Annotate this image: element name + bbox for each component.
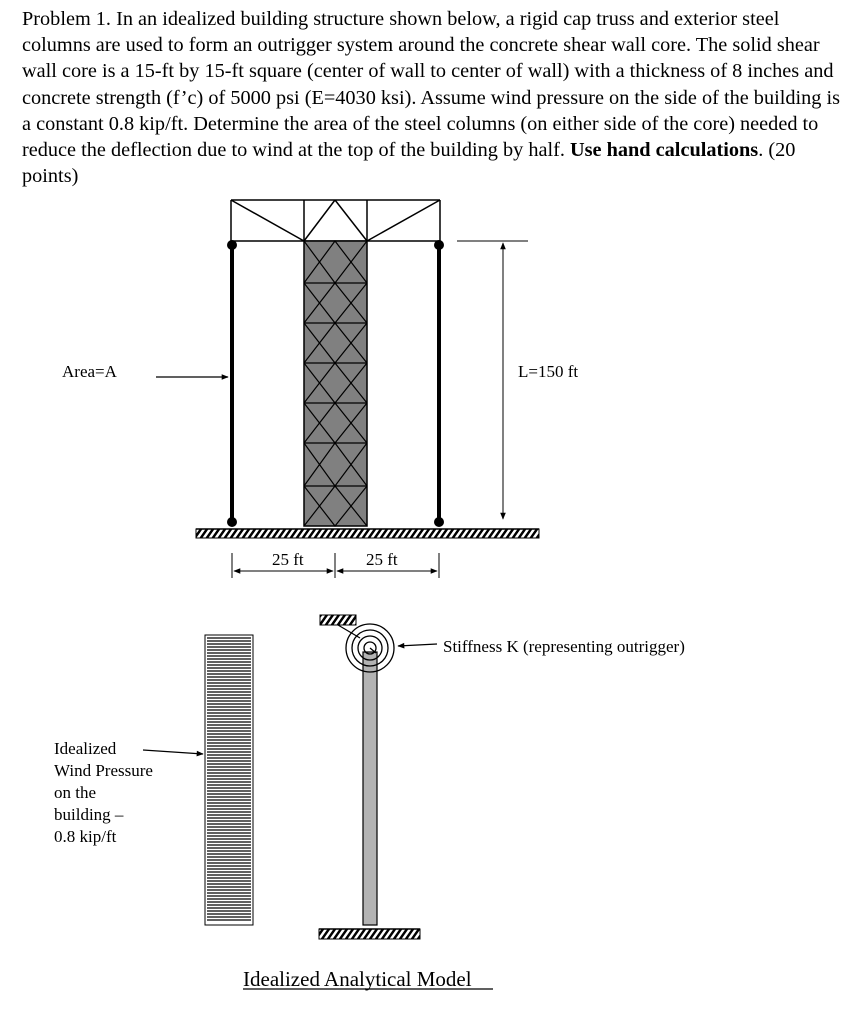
wind-label-line-4: building –	[54, 805, 124, 824]
steel-column-right	[434, 240, 444, 527]
stiffness-pointer	[398, 637, 685, 656]
height-label: L=150 ft	[518, 362, 579, 381]
ground-support	[196, 529, 539, 538]
wind-label-line-2: Wind Pressure	[54, 761, 153, 780]
problem-outro: . (20 points)	[22, 139, 796, 188]
model-fixed-support	[319, 929, 420, 939]
problem-emphasis: Use hand calculations	[570, 139, 759, 162]
problem-intro: Problem 1. In an idealized building structure shown below, a rigid cap truss and exterior steel columns are used to form an outrigger system around the concrete shear wall core. The solid shear wall core is a 15-ft by 15-ft square (center of wall to center of wall) with a thickness of 8 inches and concrete strength (f’c) of 5000 psi (E=4030 ksi). Assume wind pressure on the side of the building is a constant 0.8 kip/ft. Determine the area of the steel columns (on either side of the core) needed to reduce the deflection due to wind at the top of the building by half.	[22, 8, 841, 162]
wind-label-line-5: 0.8 kip/ft	[54, 827, 117, 846]
cap-truss	[231, 200, 440, 241]
wind-label-line-1: Idealized	[54, 739, 117, 758]
model-column	[363, 652, 377, 925]
dim-left-label: 25 ft	[272, 550, 304, 569]
area-pointer	[62, 362, 228, 381]
wind-label-line-3: on the	[54, 783, 97, 802]
height-dimension	[457, 241, 578, 519]
shear-wall-core	[304, 241, 367, 526]
rotational-spring	[320, 615, 394, 672]
steel-column-left	[227, 240, 237, 527]
dim-right-label: 25 ft	[366, 550, 398, 569]
model-title-group	[243, 967, 493, 991]
wind-pressure-label	[54, 739, 203, 846]
wind-load-block	[205, 635, 253, 925]
model-title: Idealized Analytical Model	[243, 967, 472, 991]
area-label: Area=A	[62, 362, 117, 381]
span-dimensions	[232, 548, 439, 578]
stiffness-label: Stiffness K (representing outrigger)	[443, 637, 685, 656]
